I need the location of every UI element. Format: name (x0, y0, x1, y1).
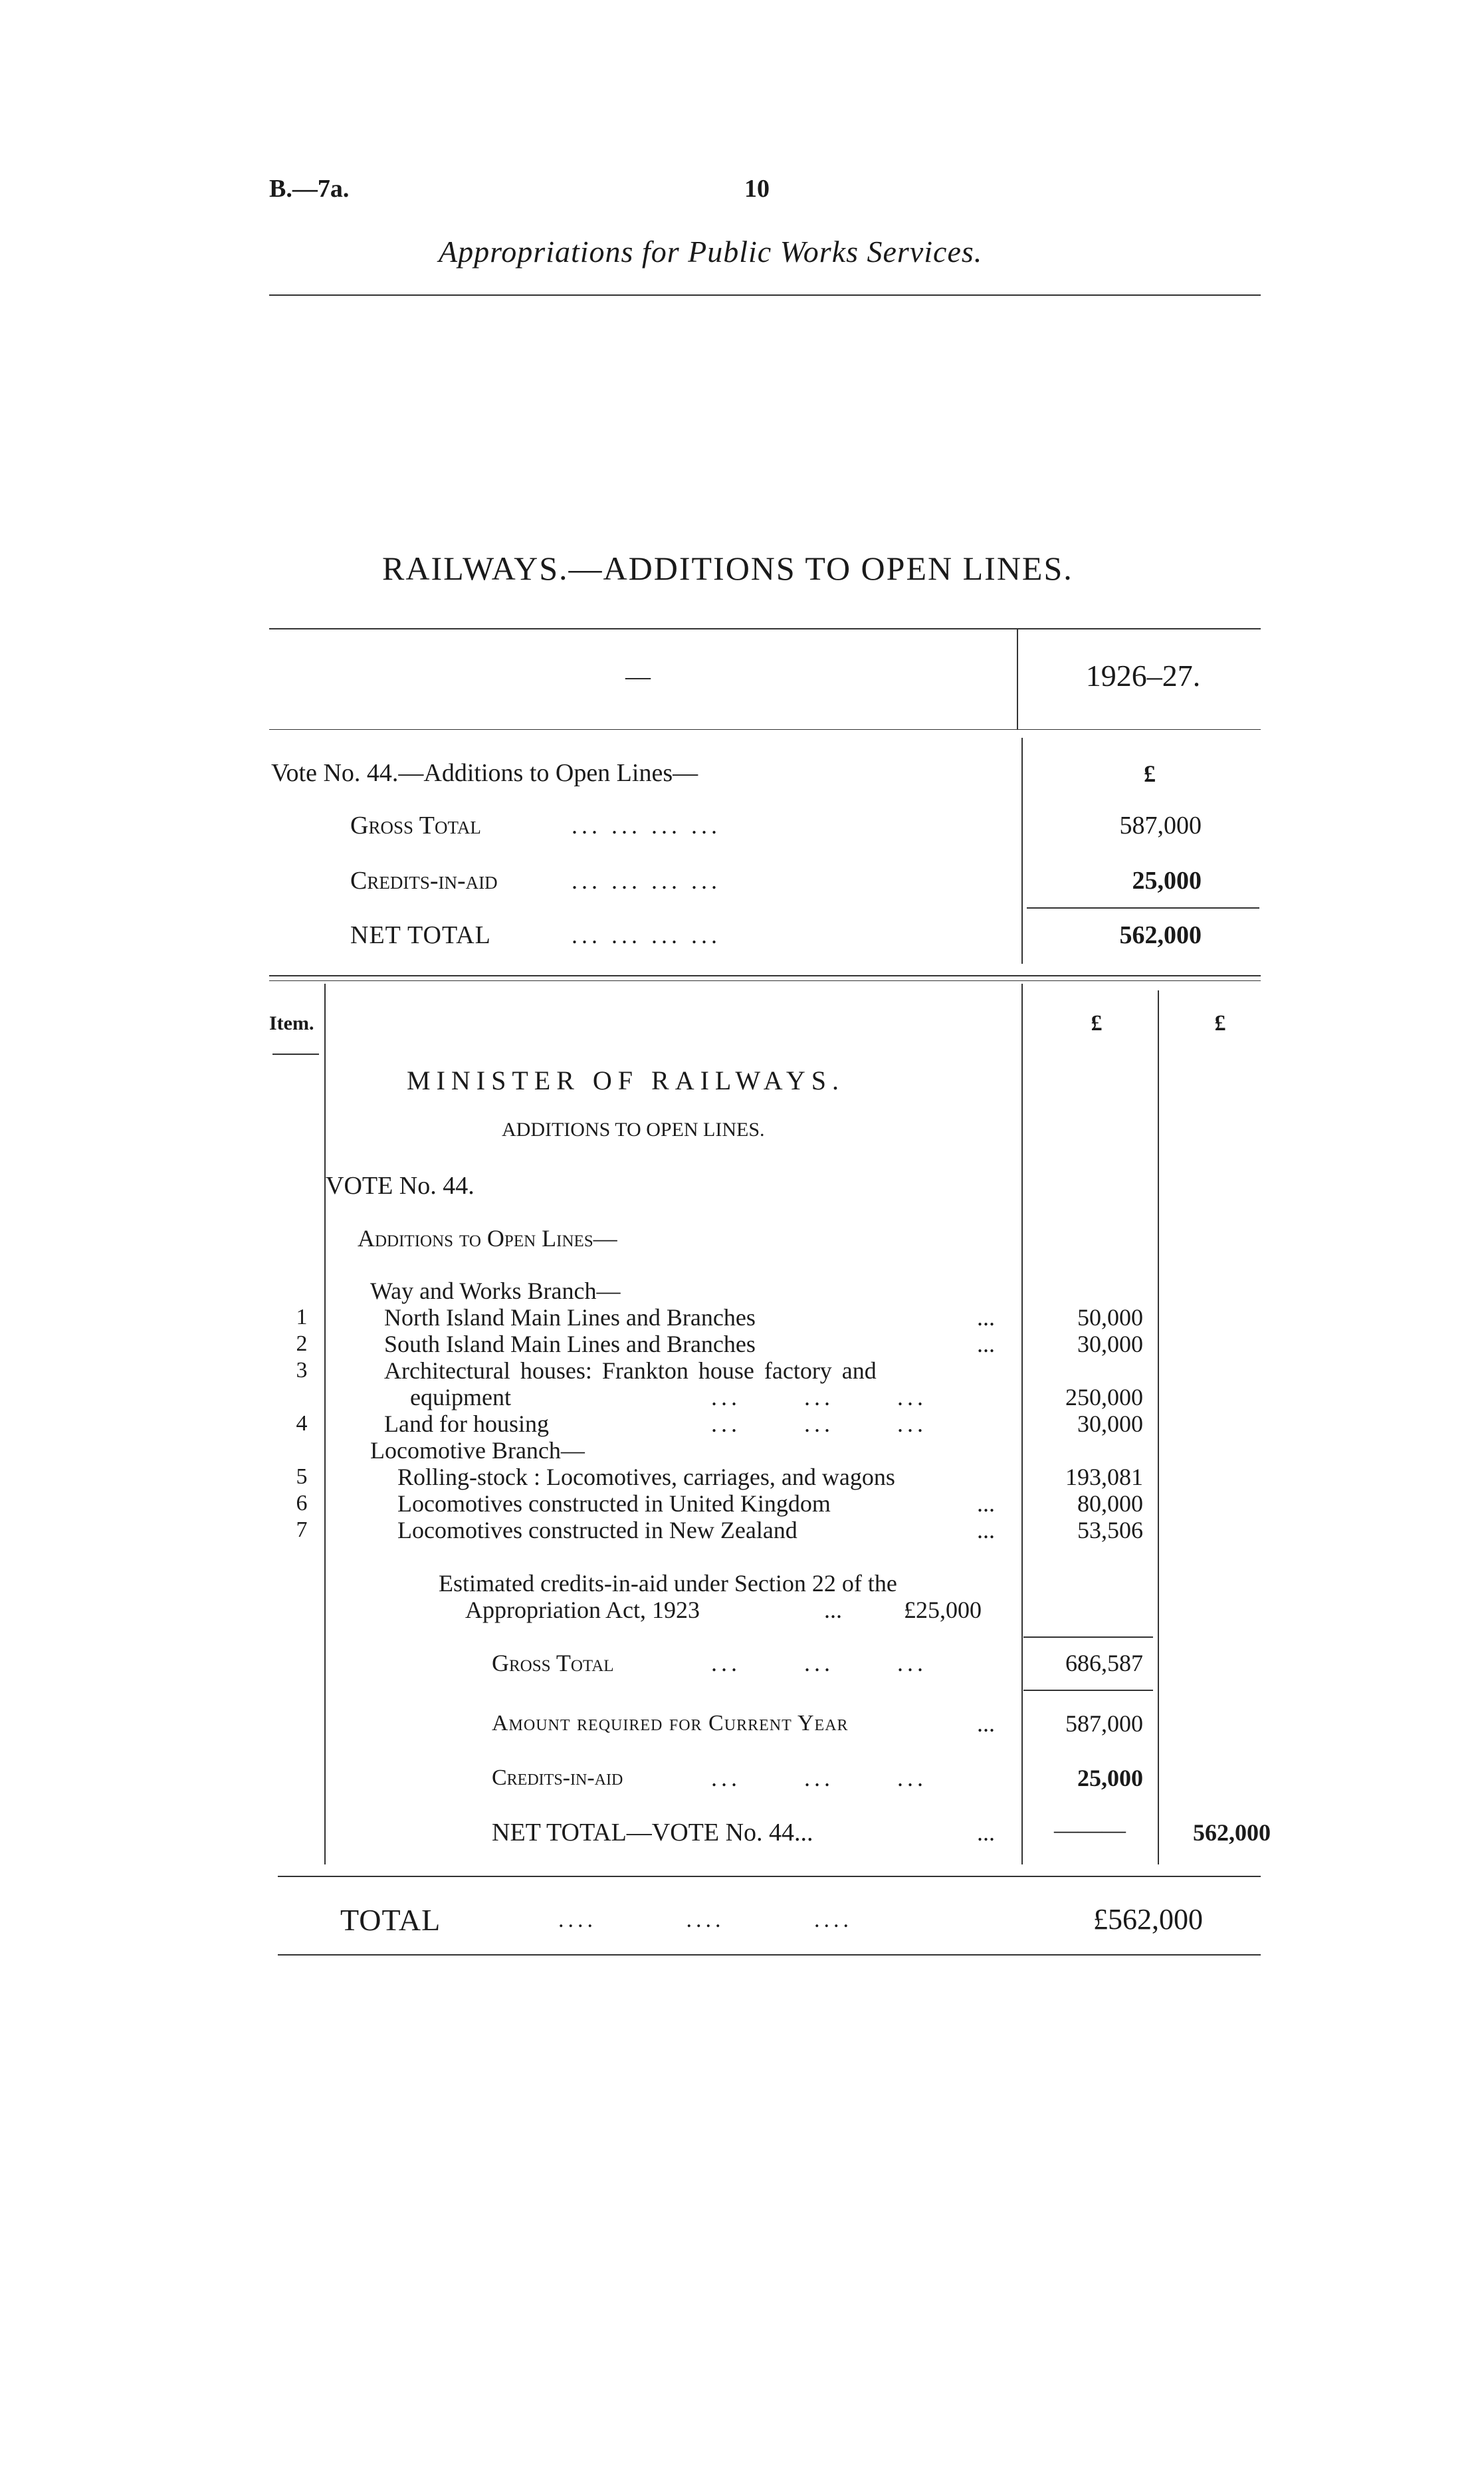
summary-gross-total-label: Gross Total (350, 812, 481, 840)
summary-gross-total-value: 587,000 (1119, 812, 1202, 840)
page-number: 10 (744, 175, 770, 203)
item-dots: ... (977, 1490, 995, 1517)
detail-item-header-rule (272, 1054, 319, 1055)
summary-dots: ... ... ... ... (572, 812, 721, 839)
amount-required-dots: ... (977, 1710, 995, 1737)
item-value: 30,000 (1077, 1410, 1143, 1437)
summary-credits-label: Credits-in-aid (350, 867, 498, 895)
summary-top-rule (269, 628, 1261, 629)
credits-note-dots: ... (824, 1597, 842, 1623)
branch-locomotive: Locomotive Branch— (370, 1437, 585, 1464)
item-dots: ... (977, 1517, 995, 1543)
grand-total-value: £562,000 (1093, 1903, 1203, 1936)
credits-in-aid-dots: ... ... ... (711, 1765, 927, 1791)
gross-total-dots: ... ... ... (711, 1650, 927, 1676)
total-bottom-rule (278, 1954, 1261, 1956)
summary-subtotal-rule (1027, 907, 1259, 909)
net-total-dash: ——— (1054, 1817, 1126, 1843)
item-value: 30,000 (1077, 1331, 1143, 1357)
credits-note-amount: £25,000 (904, 1597, 982, 1623)
summary-net-total-value: 562,000 (1119, 921, 1202, 949)
summary-col-left-header: — (625, 663, 651, 691)
item-number: 3 (296, 1358, 308, 1383)
page-title: Appropriations for Public Works Services. (439, 235, 983, 269)
net-total-value: 562,000 (1193, 1819, 1271, 1846)
item-label: Architectural houses: Frankton house factory and (384, 1357, 877, 1384)
document-reference: B.—7a. (269, 175, 350, 203)
item-dots: ... ... ... (711, 1410, 927, 1437)
gross-total-label: Gross Total (492, 1650, 614, 1676)
header-rule (269, 294, 1261, 296)
net-total-label: NET TOTAL—VOTE No. 44... (492, 1819, 813, 1847)
amount-required-rule (1023, 1690, 1153, 1691)
amount-required-value: 587,000 (1065, 1710, 1143, 1737)
grand-total-label: TOTAL (340, 1903, 441, 1937)
detail-vote: VOTE No. 44. (326, 1172, 475, 1200)
item-value: 53,506 (1077, 1517, 1143, 1543)
item-value: 80,000 (1077, 1490, 1143, 1517)
summary-header-rule (269, 729, 1261, 730)
summary-dots: ... ... ... ... (572, 922, 721, 949)
summary-col-divider (1017, 629, 1018, 729)
detail-sub-heading: ADDITIONS TO OPEN LINES. (502, 1119, 765, 1141)
summary-dots: ... ... ... ... (572, 867, 721, 894)
detail-item-col-divider (324, 984, 326, 1864)
detail-amount-col-divider (1021, 984, 1023, 1864)
summary-vote-line: Vote No. 44.—Additions to Open Lines— (271, 759, 698, 787)
item-dots: ... (977, 1331, 995, 1357)
item-number: 6 (296, 1491, 308, 1515)
item-label: North Island Main Lines and Branches (384, 1304, 756, 1331)
credits-in-aid-value: 25,000 (1077, 1765, 1143, 1791)
item-label: Locomotives constructed in New Zealand (397, 1517, 797, 1543)
summary-bottom-rule (269, 975, 1261, 976)
amount-required-label: Amount required for Current Year (492, 1711, 849, 1736)
item-value: 193,081 (1065, 1464, 1143, 1490)
item-number: 7 (296, 1517, 308, 1542)
branch-way-and-works: Way and Works Branch— (370, 1278, 621, 1304)
net-total-dots: ... (977, 1819, 995, 1846)
detail-currency-col1: £ (1091, 1011, 1103, 1036)
item-number: 5 (296, 1464, 308, 1489)
item-number: 4 (296, 1411, 308, 1436)
section-heading: RAILWAYS.—ADDITIONS TO OPEN LINES. (382, 550, 1073, 587)
grand-total-dots: .... .... .... (558, 1908, 853, 1932)
credits-note-line1: Estimated credits-in-aid under Section 22 of the (439, 1570, 897, 1597)
summary-col-right-header: 1926–27. (1085, 659, 1201, 693)
item-value: 250,000 (1065, 1384, 1143, 1410)
summary-net-total-label: NET TOTAL (350, 921, 491, 949)
detail-group: Additions to Open Lines— (358, 1225, 617, 1252)
item-number: 1 (296, 1305, 308, 1329)
minister-heading: MINISTER OF RAILWAYS. (407, 1065, 845, 1095)
credits-note-line2: Appropriation Act, 1923 (465, 1597, 700, 1623)
item-value: 50,000 (1077, 1304, 1143, 1331)
item-dots: ... ... ... (711, 1384, 927, 1410)
summary-currency: £ (1144, 760, 1156, 787)
detail-total-col-divider (1158, 990, 1159, 1864)
summary-bottom-rule-2 (269, 980, 1261, 981)
gross-total-rule (1023, 1636, 1153, 1638)
item-label: Land for housing (384, 1410, 549, 1437)
summary-col-divider-body (1021, 738, 1023, 964)
item-dots: ... (977, 1304, 995, 1331)
item-label: Rolling-stock : Locomotives, carriages, and wagons (397, 1464, 895, 1490)
item-number: 2 (296, 1331, 308, 1356)
item-label: South Island Main Lines and Branches (384, 1331, 756, 1357)
detail-currency-col2: £ (1214, 1011, 1226, 1036)
item-label-continued: equipment (410, 1384, 511, 1410)
credits-in-aid-label: Credits-in-aid (492, 1765, 623, 1790)
summary-credits-value: 25,000 (1132, 867, 1202, 895)
detail-bottom-rule (278, 1876, 1261, 1877)
gross-total-value: 686,587 (1065, 1650, 1143, 1676)
detail-item-header: Item. (269, 1012, 314, 1034)
item-label: Locomotives constructed in United Kingdom (397, 1490, 831, 1517)
